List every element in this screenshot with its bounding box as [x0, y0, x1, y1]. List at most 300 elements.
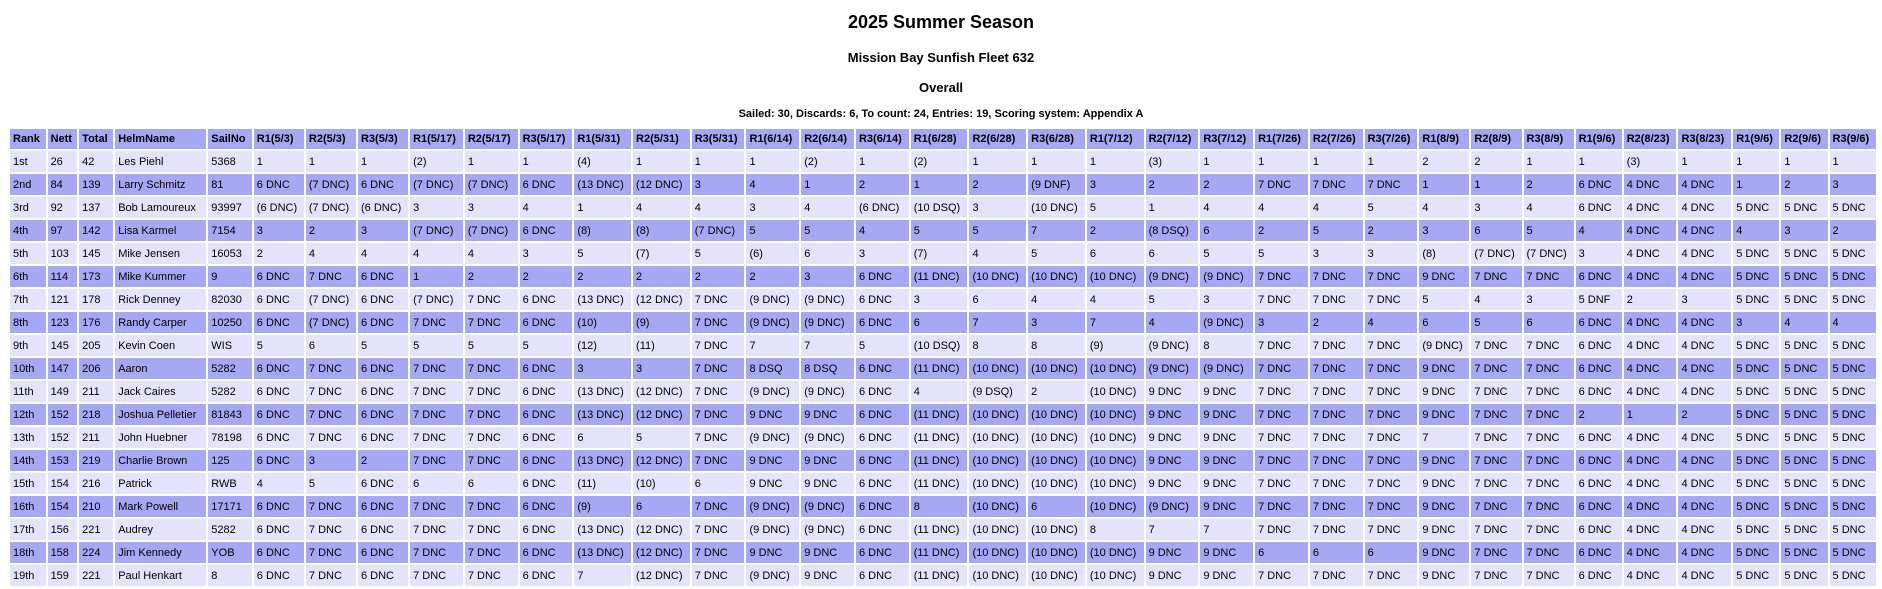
table-cell: 4	[746, 174, 799, 195]
table-cell: 4 DNC	[1624, 450, 1677, 471]
table-cell: 5 DNC	[1830, 197, 1876, 218]
table-cell: 7 DNC	[1255, 565, 1308, 586]
table-cell: 6 DNC	[1576, 496, 1622, 517]
table-cell: 3	[254, 220, 304, 241]
table-row	[10, 289, 1876, 310]
table-cell: 7 DNC	[465, 427, 518, 448]
table-cell: 6	[410, 473, 463, 494]
table-cell: 7 DNC	[1255, 496, 1308, 517]
table-cell: 6	[1028, 496, 1085, 517]
table-cell: 6 DNC	[254, 565, 304, 586]
table-cell: 6 DNC	[358, 312, 408, 333]
table-cell: 6	[911, 312, 968, 333]
table-cell: 7 DNC	[692, 335, 745, 356]
table-cell: 5 DNC	[1733, 450, 1779, 471]
column-header: R3(5/31)	[692, 129, 745, 149]
table-cell: 211	[79, 427, 113, 448]
table-cell: 7 DNC	[1471, 266, 1521, 287]
column-header: R3(6/28)	[1028, 129, 1085, 149]
table-row	[10, 496, 1876, 517]
table-cell: 6	[969, 289, 1026, 310]
table-cell: 1	[911, 174, 968, 195]
table-cell: 3	[1678, 289, 1731, 310]
table-cell: 5	[746, 220, 799, 241]
table-cell: 7 DNC	[1255, 404, 1308, 425]
table-cell: 1	[1087, 151, 1144, 172]
table-cell: 7 DNC	[1524, 519, 1574, 540]
table-cell: 6 DNC	[520, 542, 573, 563]
table-cell: 4 DNC	[1624, 427, 1677, 448]
table-cell: 6	[1471, 220, 1521, 241]
table-cell: 3	[1733, 312, 1779, 333]
table-cell: 5 DNC	[1830, 542, 1876, 563]
table-cell: 2	[574, 266, 631, 287]
table-cell: 2	[520, 266, 573, 287]
table-cell: 5282	[208, 381, 252, 402]
table-cell: 3rd	[10, 197, 46, 218]
column-header: R3(9/6)	[1830, 129, 1876, 149]
table-cell: 7 DNC	[1365, 174, 1418, 195]
table-cell: 1	[1830, 151, 1876, 172]
table-cell: 3	[306, 450, 356, 471]
table-cell: (11)	[574, 473, 631, 494]
table-cell: (10 DNC)	[969, 427, 1026, 448]
table-cell: 8	[1028, 335, 1085, 356]
table-cell: Kevin Coen	[115, 335, 206, 356]
table-cell: 6 DNC	[856, 312, 909, 333]
table-cell: (8)	[574, 220, 631, 241]
table-cell: 9 DNC	[1200, 473, 1253, 494]
table-cell: 4 DNC	[1624, 473, 1677, 494]
table-cell: 3	[520, 243, 573, 264]
table-cell: 176	[79, 312, 113, 333]
table-cell: 6 DNC	[856, 381, 909, 402]
table-cell: 93997	[208, 197, 252, 218]
table-cell: (6 DNC)	[254, 197, 304, 218]
table-cell: 9 DNC	[1419, 266, 1469, 287]
table-cell: 4 DNC	[1678, 519, 1731, 540]
column-header: R2(8/9)	[1471, 129, 1521, 149]
table-cell: 121	[48, 289, 78, 310]
table-cell: 5 DNC	[1781, 496, 1827, 517]
table-cell: 3	[1310, 243, 1363, 264]
table-cell: 7th	[10, 289, 46, 310]
table-cell: 7 DNC	[1310, 358, 1363, 379]
table-cell: 5	[1524, 220, 1574, 241]
table-cell: (7 DNC)	[465, 220, 518, 241]
table-cell: 5 DNC	[1830, 404, 1876, 425]
table-cell: 7 DNC	[1524, 266, 1574, 287]
table-cell: 4	[1365, 312, 1418, 333]
table-row	[10, 565, 1876, 586]
table-cell: 4 DNC	[1624, 312, 1677, 333]
table-cell: 7 DNC	[692, 427, 745, 448]
table-cell: 6 DNC	[1576, 565, 1622, 586]
table-cell: 4	[1028, 289, 1085, 310]
table-cell: (12 DNC)	[633, 289, 690, 310]
table-cell: 6 DNC	[254, 450, 304, 471]
table-cell: 9 DNC	[1419, 542, 1469, 563]
table-cell: 5 DNC	[1781, 243, 1827, 264]
table-cell: 7 DNC	[692, 542, 745, 563]
table-cell: (6)	[746, 243, 799, 264]
table-cell: 7 DNC	[1524, 335, 1574, 356]
table-cell: 2	[1146, 174, 1199, 195]
table-cell: (10 DNC)	[1028, 473, 1085, 494]
table-cell: 6 DNC	[358, 427, 408, 448]
table-row	[10, 404, 1876, 425]
table-cell: 8th	[10, 312, 46, 333]
table-cell: 7 DNC	[1310, 335, 1363, 356]
table-cell: 173	[79, 266, 113, 287]
table-cell: 7 DNC	[1365, 473, 1418, 494]
table-cell: 2	[1087, 220, 1144, 241]
table-cell: (7 DNC)	[1524, 243, 1574, 264]
table-cell: (10 DNC)	[1087, 565, 1144, 586]
table-cell: (7 DNC)	[410, 220, 463, 241]
table-cell: (7 DNC)	[1471, 243, 1521, 264]
table-cell: 1	[1678, 151, 1731, 172]
table-cell: 5	[1200, 243, 1253, 264]
table-cell: 5 DNC	[1733, 565, 1779, 586]
table-cell: 2	[692, 266, 745, 287]
table-cell: 97	[48, 220, 78, 241]
table-cell: 7 DNC	[1365, 266, 1418, 287]
table-cell: 6 DNC	[254, 358, 304, 379]
table-cell: Lisa Karmel	[115, 220, 206, 241]
table-cell: 6 DNC	[856, 473, 909, 494]
table-cell: 7 DNC	[410, 358, 463, 379]
table-cell: 221	[79, 519, 113, 540]
table-cell: 10th	[10, 358, 46, 379]
column-header: R2(5/17)	[465, 129, 518, 149]
table-cell: 4 DNC	[1624, 243, 1677, 264]
table-cell: 7 DNC	[692, 381, 745, 402]
table-cell: 6 DNC	[254, 519, 304, 540]
table-cell: (9 DNC)	[746, 519, 799, 540]
table-cell: 3	[1200, 289, 1253, 310]
table-cell: 9 DNC	[746, 450, 799, 471]
table-cell: 3	[358, 220, 408, 241]
table-cell: (11 DNC)	[911, 542, 968, 563]
table-cell: 2	[633, 266, 690, 287]
table-cell: (9 DNC)	[746, 427, 799, 448]
table-cell: 145	[79, 243, 113, 264]
table-cell: Audrey	[115, 519, 206, 540]
table-cell: 5	[1419, 289, 1469, 310]
table-cell: (9 DNC)	[746, 312, 799, 333]
table-cell: 4	[1576, 220, 1622, 241]
column-header: R1(5/17)	[410, 129, 463, 149]
table-cell: 7 DNC	[692, 358, 745, 379]
table-cell: 7 DNC	[1471, 496, 1521, 517]
table-cell: 4 DNC	[1678, 197, 1731, 218]
table-cell: 7 DNC	[1310, 381, 1363, 402]
table-cell: 7 DNC	[1471, 519, 1521, 540]
table-cell: (10 DNC)	[969, 519, 1026, 540]
header-row	[10, 129, 1876, 149]
table-cell: 4	[1255, 197, 1308, 218]
table-cell: 7 DNC	[1365, 565, 1418, 586]
table-cell: (9 DNC)	[1146, 266, 1199, 287]
table-cell: 9 DNC	[1146, 542, 1199, 563]
table-cell: 4 DNC	[1678, 381, 1731, 402]
table-cell: (6 DNC)	[856, 197, 909, 218]
column-header: R1(6/14)	[746, 129, 799, 149]
table-cell: 2	[1028, 381, 1085, 402]
table-cell: 7 DNC	[410, 450, 463, 471]
table-cell: (3)	[1146, 151, 1199, 172]
table-cell: 7 DNC	[306, 358, 356, 379]
table-row	[10, 197, 1876, 218]
table-cell: 152	[48, 404, 78, 425]
table-cell: 9 DNC	[1419, 404, 1469, 425]
table-cell: (13 DNC)	[574, 289, 631, 310]
table-cell: (9)	[633, 312, 690, 333]
table-cell: 7 DNC	[1524, 542, 1574, 563]
table-cell: 7 DNC	[692, 404, 745, 425]
results-body	[10, 151, 1876, 586]
table-cell: 6	[1419, 312, 1469, 333]
table-cell: 7 DNC	[692, 289, 745, 310]
table-cell: 5	[692, 243, 745, 264]
table-cell: 4 DNC	[1678, 266, 1731, 287]
table-cell: 7	[969, 312, 1026, 333]
table-cell: Randy Carper	[115, 312, 206, 333]
table-cell: 92	[48, 197, 78, 218]
table-cell: (10 DNC)	[969, 496, 1026, 517]
table-cell: 7 DNC	[465, 289, 518, 310]
table-cell: (13 DNC)	[574, 519, 631, 540]
table-cell: 154	[48, 496, 78, 517]
table-cell: (12 DNC)	[633, 450, 690, 471]
table-cell: 218	[79, 404, 113, 425]
table-cell: 1	[801, 174, 854, 195]
table-cell: RWB	[208, 473, 252, 494]
table-cell: 7 DNC	[465, 565, 518, 586]
table-cell: (7 DNC)	[306, 174, 356, 195]
table-cell: 7	[1419, 427, 1469, 448]
table-cell: 7 DNC	[465, 358, 518, 379]
table-cell: 7 DNC	[1471, 358, 1521, 379]
column-header: R2(9/6)	[1781, 129, 1827, 149]
table-cell: 7 DNC	[1255, 473, 1308, 494]
table-cell: 210	[79, 496, 113, 517]
table-cell: 142	[79, 220, 113, 241]
table-cell: (10)	[633, 473, 690, 494]
table-cell: 7	[1200, 519, 1253, 540]
column-header: R2(7/12)	[1146, 129, 1199, 149]
table-cell: 6 DNC	[358, 496, 408, 517]
table-cell: (10 DNC)	[1028, 427, 1085, 448]
column-header: R2(6/28)	[969, 129, 1026, 149]
table-cell: 7	[1087, 312, 1144, 333]
table-cell: 4 DNC	[1624, 519, 1677, 540]
column-header: R3(7/12)	[1200, 129, 1253, 149]
table-cell: 7 DNC	[1310, 266, 1363, 287]
table-cell: 5 DNC	[1830, 335, 1876, 356]
table-cell: 6 DNC	[520, 220, 573, 241]
table-cell: 4 DNC	[1624, 335, 1677, 356]
table-cell: 5	[633, 427, 690, 448]
column-header: R2(7/26)	[1310, 129, 1363, 149]
table-cell: 2	[1524, 174, 1574, 195]
table-cell: 4 DNC	[1624, 496, 1677, 517]
column-header: R3(8/23)	[1678, 129, 1731, 149]
table-cell: 7 DNC	[465, 381, 518, 402]
table-cell: 2	[1781, 174, 1827, 195]
table-cell: 4 DNC	[1624, 565, 1677, 586]
table-cell: 6 DNC	[254, 542, 304, 563]
table-cell: 3	[1419, 220, 1469, 241]
table-cell: 7 DNC	[1255, 266, 1308, 287]
table-cell: 6 DNC	[520, 473, 573, 494]
table-cell: 6 DNC	[856, 289, 909, 310]
table-cell: (10 DNC)	[1087, 404, 1144, 425]
table-row	[10, 358, 1876, 379]
table-cell: 9 DNC	[1200, 404, 1253, 425]
table-cell: 7 DNC	[1471, 404, 1521, 425]
table-cell: 13th	[10, 427, 46, 448]
table-cell: 5	[574, 243, 631, 264]
table-cell: 81	[208, 174, 252, 195]
table-cell: 7 DNC	[1310, 565, 1363, 586]
table-cell: (7 DNC)	[465, 174, 518, 195]
table-cell: 6 DNC	[520, 450, 573, 471]
table-cell: (13 DNC)	[574, 542, 631, 563]
table-cell: 2	[1200, 174, 1253, 195]
table-cell: 6	[1365, 542, 1418, 563]
table-cell: 9th	[10, 335, 46, 356]
table-cell: 6 DNC	[254, 174, 304, 195]
table-cell: 7 DNC	[1524, 496, 1574, 517]
column-header: R1(9/6)	[1733, 129, 1779, 149]
table-cell: 5 DNC	[1781, 197, 1827, 218]
table-cell: 6 DNC	[520, 427, 573, 448]
table-cell: (10 DNC)	[1028, 197, 1085, 218]
table-row	[10, 312, 1876, 333]
table-cell: 1	[1310, 151, 1363, 172]
table-cell: 125	[208, 450, 252, 471]
table-cell: 7 DNC	[1310, 519, 1363, 540]
table-cell: 9	[208, 266, 252, 287]
table-cell: 6 DNC	[358, 542, 408, 563]
table-cell: 6 DNC	[358, 358, 408, 379]
table-cell: 6 DNC	[358, 174, 408, 195]
table-cell: 1	[1146, 197, 1199, 218]
table-cell: 6 DNC	[520, 381, 573, 402]
table-cell: 224	[79, 542, 113, 563]
table-cell: 5 DNC	[1733, 358, 1779, 379]
table-cell: Bob Lamoureux	[115, 197, 206, 218]
table-cell: 1	[746, 151, 799, 172]
table-cell: 5	[856, 335, 909, 356]
table-cell: 5 DNC	[1781, 450, 1827, 471]
table-cell: 6 DNC	[520, 358, 573, 379]
table-cell: 5	[911, 220, 968, 241]
table-cell: (7 DNC)	[306, 197, 356, 218]
column-header: R1(5/31)	[574, 129, 631, 149]
table-cell: 6 DNC	[520, 289, 573, 310]
table-cell: 8	[1200, 335, 1253, 356]
table-cell: 4	[410, 243, 463, 264]
table-cell: (7 DNC)	[306, 312, 356, 333]
table-cell: 5 DNC	[1733, 404, 1779, 425]
table-cell: 1	[1733, 151, 1779, 172]
table-cell: 4 DNC	[1678, 496, 1731, 517]
table-cell: 6	[692, 473, 745, 494]
page-title: 2025 Summer Season	[847, 12, 1035, 32]
table-cell: 9 DNC	[1200, 381, 1253, 402]
table-cell: (13 DNC)	[574, 404, 631, 425]
table-cell: 1	[410, 266, 463, 287]
table-cell: (10 DNC)	[1087, 450, 1144, 471]
column-header: R3(8/9)	[1524, 129, 1574, 149]
table-cell: 4 DNC	[1624, 542, 1677, 563]
table-cell: 16th	[10, 496, 46, 517]
table-cell: 17171	[208, 496, 252, 517]
table-cell: (11 DNC)	[911, 358, 968, 379]
table-cell: 1	[465, 151, 518, 172]
table-cell: 1	[633, 151, 690, 172]
table-cell: (10 DSQ)	[911, 197, 968, 218]
table-cell: 17th	[10, 519, 46, 540]
table-cell: 147	[48, 358, 78, 379]
table-cell: 3	[1576, 243, 1622, 264]
table-row	[10, 243, 1876, 264]
table-cell: 4 DNC	[1624, 197, 1677, 218]
table-cell: 7 DNC	[410, 427, 463, 448]
table-cell: (10)	[574, 312, 631, 333]
table-cell: 5 DNF	[1576, 289, 1622, 310]
table-cell: 6 DNC	[520, 565, 573, 586]
table-cell: 1	[1733, 174, 1779, 195]
table-cell: 9 DNC	[801, 542, 854, 563]
table-cell: 4 DNC	[1624, 220, 1677, 241]
table-cell: 4	[306, 243, 356, 264]
table-cell: 6	[1146, 243, 1199, 264]
table-cell: 5	[358, 335, 408, 356]
table-cell: 7 DNC	[410, 404, 463, 425]
table-cell: (9 DNC)	[801, 496, 854, 517]
table-cell: Charlie Brown	[115, 450, 206, 471]
table-cell: 7 DNC	[410, 312, 463, 333]
table-cell: 1	[1255, 151, 1308, 172]
table-cell: 6	[633, 496, 690, 517]
table-cell: 7 DNC	[692, 312, 745, 333]
table-cell: 4	[1471, 289, 1521, 310]
table-cell: (10 DNC)	[1087, 542, 1144, 563]
table-cell: (12 DNC)	[633, 174, 690, 195]
table-cell: 5 DNC	[1830, 450, 1876, 471]
scoring-summary: Sailed: 30, Discards: 6, To count: 24, Entries: 19, Scoring system: Appendix A	[738, 108, 1144, 120]
table-cell: 5282	[208, 358, 252, 379]
table-cell: (13 DNC)	[574, 381, 631, 402]
table-cell: 7	[1028, 220, 1085, 241]
table-cell: 211	[79, 381, 113, 402]
table-cell: 4 DNC	[1678, 220, 1731, 241]
table-cell: 4	[801, 197, 854, 218]
table-cell: (2)	[911, 151, 968, 172]
table-cell: 154	[48, 473, 78, 494]
table-cell: 7 DNC	[1524, 427, 1574, 448]
table-cell: 3	[574, 358, 631, 379]
table-cell: (10 DNC)	[1087, 381, 1144, 402]
table-cell: 7154	[208, 220, 252, 241]
table-cell: (9 DNC)	[1146, 496, 1199, 517]
column-header: R1(7/26)	[1255, 129, 1308, 149]
column-header: R3(7/26)	[1365, 129, 1418, 149]
